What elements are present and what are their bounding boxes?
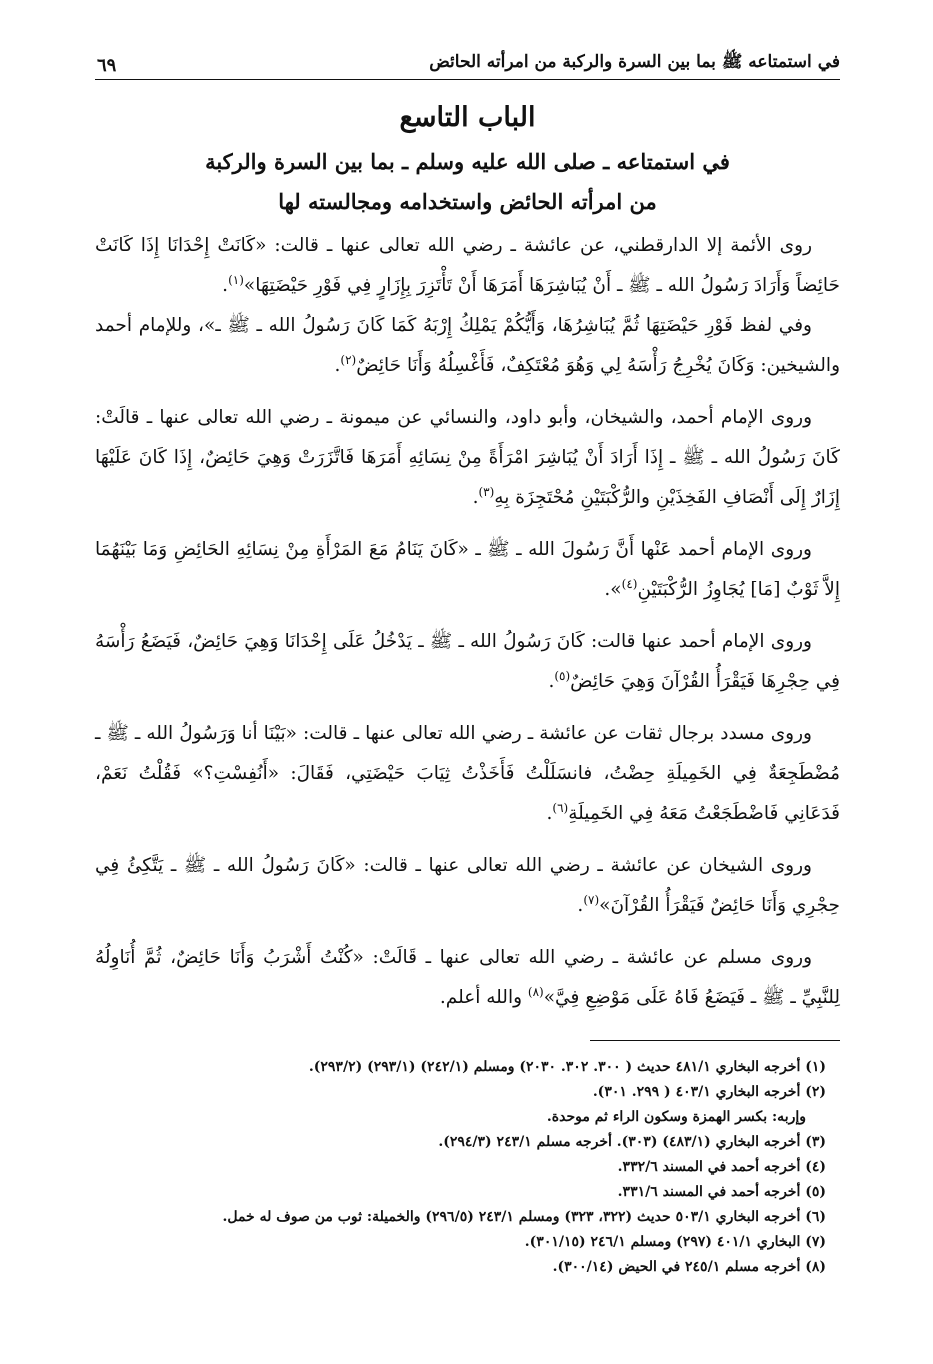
footnote-ref: (٥) — [554, 668, 571, 683]
footnote-ref: (٨) — [527, 984, 544, 999]
paragraph-text: وروى الإمام أحمد عنها قالت: كَانَ رَسُولُ الله ـ ﷺ ـ يَدْخُلُ عَلَى إِحْدَانَا وَهِيَ حَائِضٌ، فَيَضَعُ رَأْسَهُ فِي حِجْرِهَا فَيَقْرَأُ القُرْآنَ وَهِيَ حَائِضٌ — [95, 631, 840, 692]
running-title: في استمتاعه ﷺ بما بين السرة والركبة من امرأته الحائض — [429, 52, 840, 72]
chapter-subtitle — [95, 142, 840, 222]
running-header — [95, 42, 840, 80]
paragraph — [95, 714, 840, 834]
footnote-5: (٥) أخرجه أحمد في المسند ٣٣١/٦. — [617, 1184, 826, 1200]
paragraph-tail: . — [546, 803, 553, 824]
paragraph-text: وروى مسدد برجال ثقات عن عائشة ـ رضي الله تعالى عنها ـ قالت: «بَيْنَا أنا وَرَسُولُ الله ـ ﷺ ـ مُضْطَجِعَةٌ فِي الخَمِيلَةِ حِضْتُ، فانسَلَلْتُ فَأَخَذْتُ ثِيَابَ حَيْضَتِي، فَقَالَ: «أَنُفِسْتِ؟» فَقُلْتُ نَعَمْ، فَدَعَانِي فَاضْطَجَعْتُ مَعَهُ فِي الخَمِيلَةِ — [95, 723, 840, 824]
paragraph-tail: والله أعلم. — [439, 987, 528, 1008]
paragraph-text: وفي لفظ فَوْرِ حَيْضَتِهَا ثُمَّ يُبَاشِرُهَا، وَأَيُّكُمْ يَمْلِكُ إِرْبَهُ كَمَا كَانَ رَسُولُ الله ـ ﷺ ـ»، وللإمام أحمد والشيخين: وَكَانَ يُخْرِجُ رَأْسَهُ لِي وَهُوَ مُعْتَكِفٌ، فَأَغْسِلُهُ وَأَنَا حَائِضٌ — [95, 315, 840, 376]
footnote-ref: (٣) — [478, 484, 495, 499]
chapter-title: الباب التاسع — [399, 102, 536, 133]
paragraph — [95, 398, 840, 518]
paragraph — [95, 622, 840, 702]
footnote-3: (٣) أخرجه البخاري (٤٨٣/١) (٣٠٣). أخرجه مسلم ٢٤٣/١ (٢٩٤/٣). — [438, 1134, 826, 1150]
paragraph-text: وروى الإمام أحمد، والشيخان، وأبو داود، والنسائي عن ميمونة ـ رضي الله تعالى عنها ـ قالَتْ: كَانَ رَسُولُ الله ـ ﷺ ـ إِذَا أَرَادَ أَنْ يُبَاشِرَ امْرَأَةً مِنْ نِسَائِهِ أَمَرَهَا فَاتَّزَرَتْ وَهِيَ حَائِضٌ، إِذَا كَانَ عَلَيْهَا إِزَارٌ إِلَى أَنْصَافِ الفَخِذَيْنِ والرُّكْبَتَيْنِ مُحْتَجِزَة بِهِ — [95, 407, 840, 508]
footnote-ref: (١) — [228, 272, 244, 287]
paragraph — [95, 938, 840, 1018]
paragraph-tail: . — [472, 487, 479, 508]
footnotes — [95, 1055, 840, 1280]
footnote-ref: (٦) — [552, 800, 569, 815]
footnote-2-note: وإربه: بكسر الهمزة وسكون الراء ثم موحدة. — [546, 1109, 806, 1125]
chapter-subtitle-line-2: من امرأته الحائض واستخدامه ومجالسته لها — [278, 189, 657, 214]
footnote-4: (٤) أخرجه أحمد في المسند ٣٣٢/٦. — [617, 1159, 826, 1175]
footnote-ref: (٤) — [621, 576, 638, 591]
paragraph-text: روى الأئمة إلا الدارقطني، عن عائشة ـ رضي الله تعالى عنها ـ قالت: «كَانَتْ إِحْدَانَا إِذَا كَانَتْ حَائِضاً وَأَرَادَ رَسُولُ الله ـ ﷺ ـ أَنْ يُبَاشِرَهَا أَمَرَهَا أَنْ تَأْتَزِرَ بِإِزَارٍ فِي فَوْرِ حَيْضَتِهَا» — [95, 235, 840, 296]
footnote-8: (٨) أخرجه مسلم ٢٤٥/١ في الحيض (٣٠٠/١٤). — [552, 1259, 826, 1275]
paragraph — [95, 306, 840, 386]
paragraph-tail: . — [548, 671, 555, 692]
paragraph — [95, 530, 840, 610]
paragraph — [95, 846, 840, 926]
footnote-2: (٢) أخرجه البخاري ٤٠٣/١ ( ٢٩٩. ٣٠١). — [592, 1084, 826, 1100]
paragraph-text: وروى الإمام أحمد عَنْها أَنَّ رَسُولَ الله ـ ﷺ ـ «كَانَ يَنَامُ مَعَ المَرْأَةِ مِنْ نِسَائِهِ الحَائِضِ وَمَا بَيْنَهُمَا إِلاَّ ثَوْبٌ [مَا] يُجَاوِزُ الرُّكْبَتَيْنِ — [95, 539, 840, 600]
body-text — [95, 226, 840, 1018]
page-number: ٦٩ — [97, 55, 117, 76]
paragraph-tail: ». — [604, 579, 622, 600]
paragraph-text: وروى مسلم عن عائشة ـ رضي الله تعالى عنها ـ قَالَتْ: «كُنْتُ أَشْرَبُ وَأَنَا حَائِضٌ، ثُمَّ أُنَاوِلُهُ لِلنَّبِيِّ ـ ﷺ ـ فَيَضَعُ فَاهُ عَلَى مَوْضِعِ فِيَّ» — [95, 947, 840, 1008]
paragraph-tail: . — [577, 895, 584, 916]
footnote-ref: (٧) — [583, 892, 600, 907]
chapter-subtitle-line-1: في استمتاعه ـ صلى الله عليه وسلم ـ بما بين السرة والركبة — [205, 149, 730, 174]
book-page — [95, 42, 840, 1332]
footnote-ref: (٢) — [340, 352, 357, 367]
paragraph-tail: . — [334, 355, 341, 376]
footnote-6: (٦) أخرجه البخاري ٥٠٣/١ حديث (٣٢٢، ٣٢٣) ومسلم ٢٤٣/١ (٢٩٦/٥) والخميلة: ثوب من صوف له خمل. — [222, 1209, 826, 1225]
footnote-divider — [590, 1040, 840, 1041]
footnote-7: (٧) البخاري ٤٠١/١ (٢٩٧) ومسلم ٢٤٦/١ (٣٠١/١٥). — [524, 1234, 826, 1250]
paragraph-tail: . — [222, 275, 229, 296]
paragraph — [95, 226, 840, 306]
footnote-1: (١) أخرجه البخاري ٤٨١/١ حديث ( ٣٠٠. ٣٠٢. ٢٠٣٠) ومسلم (٢٤٢/١) (٢٩٣/١) (٢٩٣/٢). — [308, 1059, 826, 1075]
paragraph-text: وروى الشيخان عن عائشة ـ رضي الله تعالى عنها ـ قالت: «كَانَ رَسُولُ الله ـ ﷺ ـ يَتَّكِئُ فِي حِجْرِي وَأَنَا حَائِضٌ فَيَقْرَأُ القُرْآنَ» — [95, 855, 840, 916]
